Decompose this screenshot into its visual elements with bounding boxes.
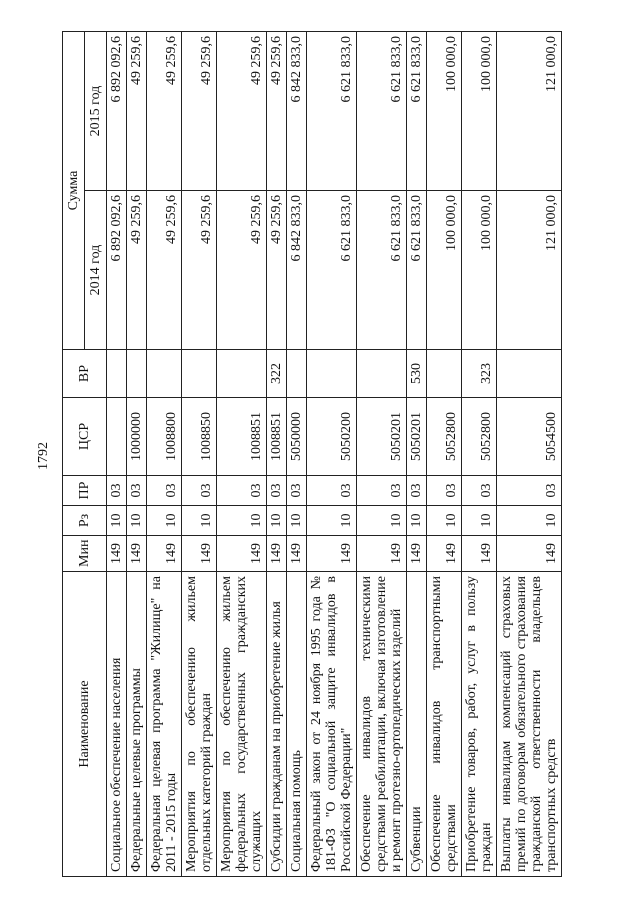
row-csr: 5050201 bbox=[357, 398, 407, 476]
row-sum-2015: 6 842 833,0 bbox=[287, 32, 307, 191]
row-sum-2015: 49 259,6 bbox=[267, 32, 287, 191]
row-sum-2015: 6 621 833,0 bbox=[407, 32, 427, 191]
row-csr: 5050201 bbox=[407, 398, 427, 476]
row-min: 149 bbox=[497, 536, 562, 572]
row-rz: 10 bbox=[217, 506, 267, 536]
table-body bbox=[107, 32, 562, 877]
row-csr: 5052800 bbox=[427, 398, 462, 476]
row-sum-2014: 6 621 833,0 bbox=[307, 191, 357, 350]
row-rz: 10 bbox=[267, 506, 287, 536]
row-csr: 1000000 bbox=[127, 398, 147, 476]
header-vr: ВР bbox=[63, 350, 107, 398]
row-name: Субсидии гражданам на приобретение жилья bbox=[267, 572, 287, 877]
row-vr bbox=[357, 350, 407, 398]
row-rz: 10 bbox=[357, 506, 407, 536]
row-min: 149 bbox=[267, 536, 287, 572]
row-sum-2014: 6 621 833,0 bbox=[357, 191, 407, 350]
row-name: Мероприятия по обеспечению жильем отдельных категорий граждан bbox=[182, 572, 217, 877]
row-name: Социальная помощь bbox=[287, 572, 307, 877]
row-rz: 10 bbox=[182, 506, 217, 536]
header-2015: 2015 год bbox=[85, 32, 107, 191]
row-vr bbox=[287, 350, 307, 398]
row-rz: 10 bbox=[107, 506, 127, 536]
budget-table bbox=[62, 31, 562, 877]
row-pr: 03 bbox=[287, 476, 307, 506]
row-min: 149 bbox=[107, 536, 127, 572]
table-row bbox=[107, 32, 127, 877]
row-name: Выплаты инвалидам компенсаций страховых премий по договорам обязательного страхования гражданской ответственности владельцев транспортных средств bbox=[497, 572, 562, 877]
row-vr bbox=[127, 350, 147, 398]
row-sum-2015: 121 000,0 bbox=[497, 32, 562, 191]
row-name: Субвенции bbox=[407, 572, 427, 877]
row-csr: 1008850 bbox=[182, 398, 217, 476]
table-row bbox=[497, 32, 562, 877]
row-rz: 10 bbox=[307, 506, 357, 536]
row-vr: 323 bbox=[462, 350, 497, 398]
row-csr: 1008851 bbox=[267, 398, 287, 476]
page-number: 1792 bbox=[36, 442, 51, 470]
table-row bbox=[127, 32, 147, 877]
row-name: Федеральный закон от 24 ноября 1995 года № 181-ФЗ "О социальной защите инвалидов в Российской Федерации" bbox=[307, 572, 357, 877]
row-vr bbox=[107, 350, 127, 398]
row-min: 149 bbox=[147, 536, 182, 572]
row-sum-2014: 6 892 092,6 bbox=[107, 191, 127, 350]
row-rz: 10 bbox=[127, 506, 147, 536]
table-header bbox=[63, 32, 107, 877]
row-name: Федеральная целевая программа "Жилище" на 2011 - 2015 годы bbox=[147, 572, 182, 877]
row-min: 149 bbox=[407, 536, 427, 572]
row-name: Обеспечение инвалидов техническими средствами реабилитации, включая изготовление и ремонт протезно-ортопедических изделий bbox=[357, 572, 407, 877]
row-csr: 5054500 bbox=[497, 398, 562, 476]
row-vr bbox=[147, 350, 182, 398]
header-csr: ЦСР bbox=[63, 398, 107, 476]
row-sum-2015: 6 621 833,0 bbox=[357, 32, 407, 191]
row-sum-2015: 6 621 833,0 bbox=[307, 32, 357, 191]
header-pr: ПР bbox=[63, 476, 107, 506]
row-sum-2015: 49 259,6 bbox=[127, 32, 147, 191]
row-pr: 03 bbox=[217, 476, 267, 506]
row-vr bbox=[217, 350, 267, 398]
row-min: 149 bbox=[462, 536, 497, 572]
row-pr: 03 bbox=[462, 476, 497, 506]
row-csr: 5052800 bbox=[462, 398, 497, 476]
row-name: Обеспечение инвалидов транспортными средствами bbox=[427, 572, 462, 877]
table-row bbox=[182, 32, 217, 877]
row-vr: 530 bbox=[407, 350, 427, 398]
row-vr bbox=[182, 350, 217, 398]
row-min: 149 bbox=[307, 536, 357, 572]
row-sum-2015: 49 259,6 bbox=[147, 32, 182, 191]
rotated-table-wrapper bbox=[62, 32, 597, 877]
row-rz: 10 bbox=[407, 506, 427, 536]
row-pr: 03 bbox=[182, 476, 217, 506]
row-pr: 03 bbox=[407, 476, 427, 506]
table-row bbox=[287, 32, 307, 877]
row-csr bbox=[107, 398, 127, 476]
table-row bbox=[217, 32, 267, 877]
table-row bbox=[147, 32, 182, 877]
row-csr: 5050200 bbox=[307, 398, 357, 476]
row-vr bbox=[307, 350, 357, 398]
row-sum-2014: 6 842 833,0 bbox=[287, 191, 307, 350]
row-sum-2015: 100 000,0 bbox=[462, 32, 497, 191]
row-rz: 10 bbox=[147, 506, 182, 536]
table-row bbox=[427, 32, 462, 877]
row-csr: 5050000 bbox=[287, 398, 307, 476]
row-sum-2015: 100 000,0 bbox=[427, 32, 462, 191]
row-min: 149 bbox=[427, 536, 462, 572]
row-min: 149 bbox=[217, 536, 267, 572]
row-min: 149 bbox=[127, 536, 147, 572]
table-row bbox=[357, 32, 407, 877]
row-min: 149 bbox=[287, 536, 307, 572]
row-rz: 10 bbox=[462, 506, 497, 536]
row-pr: 03 bbox=[357, 476, 407, 506]
row-sum-2014: 49 259,6 bbox=[217, 191, 267, 350]
row-pr: 03 bbox=[427, 476, 462, 506]
row-sum-2014: 100 000,0 bbox=[462, 191, 497, 350]
row-pr: 03 bbox=[497, 476, 562, 506]
row-name: Социальное обеспечение населения bbox=[107, 572, 127, 877]
row-pr: 03 bbox=[307, 476, 357, 506]
header-rz: Рз bbox=[63, 506, 107, 536]
row-min: 149 bbox=[182, 536, 217, 572]
table-row bbox=[307, 32, 357, 877]
row-sum-2014: 49 259,6 bbox=[182, 191, 217, 350]
row-sum-2014: 100 000,0 bbox=[427, 191, 462, 350]
row-vr: 322 bbox=[267, 350, 287, 398]
row-rz: 10 bbox=[497, 506, 562, 536]
row-name: Мероприятия по обеспечению жильем федеральных государственных гражданских служащих bbox=[217, 572, 267, 877]
row-sum-2015: 6 892 092,6 bbox=[107, 32, 127, 191]
row-name: Приобретение товаров, работ, услуг в пользу граждан bbox=[462, 572, 497, 877]
row-vr bbox=[427, 350, 462, 398]
row-sum-2014: 49 259,6 bbox=[267, 191, 287, 350]
row-sum-2015: 49 259,6 bbox=[217, 32, 267, 191]
row-vr bbox=[497, 350, 562, 398]
row-name: Федеральные целевые программы bbox=[127, 572, 147, 877]
header-min: Мин bbox=[63, 536, 107, 572]
row-pr: 03 bbox=[127, 476, 147, 506]
row-sum-2015: 49 259,6 bbox=[182, 32, 217, 191]
row-sum-2014: 49 259,6 bbox=[147, 191, 182, 350]
header-sum: Сумма bbox=[63, 32, 85, 350]
row-sum-2014: 49 259,6 bbox=[127, 191, 147, 350]
header-2014: 2014 год bbox=[85, 191, 107, 350]
row-sum-2014: 121 000,0 bbox=[497, 191, 562, 350]
row-rz: 10 bbox=[427, 506, 462, 536]
table-row bbox=[462, 32, 497, 877]
row-pr: 03 bbox=[107, 476, 127, 506]
row-csr: 1008851 bbox=[217, 398, 267, 476]
row-sum-2014: 6 621 833,0 bbox=[407, 191, 427, 350]
row-pr: 03 bbox=[267, 476, 287, 506]
table-row bbox=[267, 32, 287, 877]
row-rz: 10 bbox=[287, 506, 307, 536]
row-csr: 1008800 bbox=[147, 398, 182, 476]
row-pr: 03 bbox=[147, 476, 182, 506]
header-name: Наименование bbox=[63, 572, 107, 877]
row-min: 149 bbox=[357, 536, 407, 572]
table-row bbox=[407, 32, 427, 877]
